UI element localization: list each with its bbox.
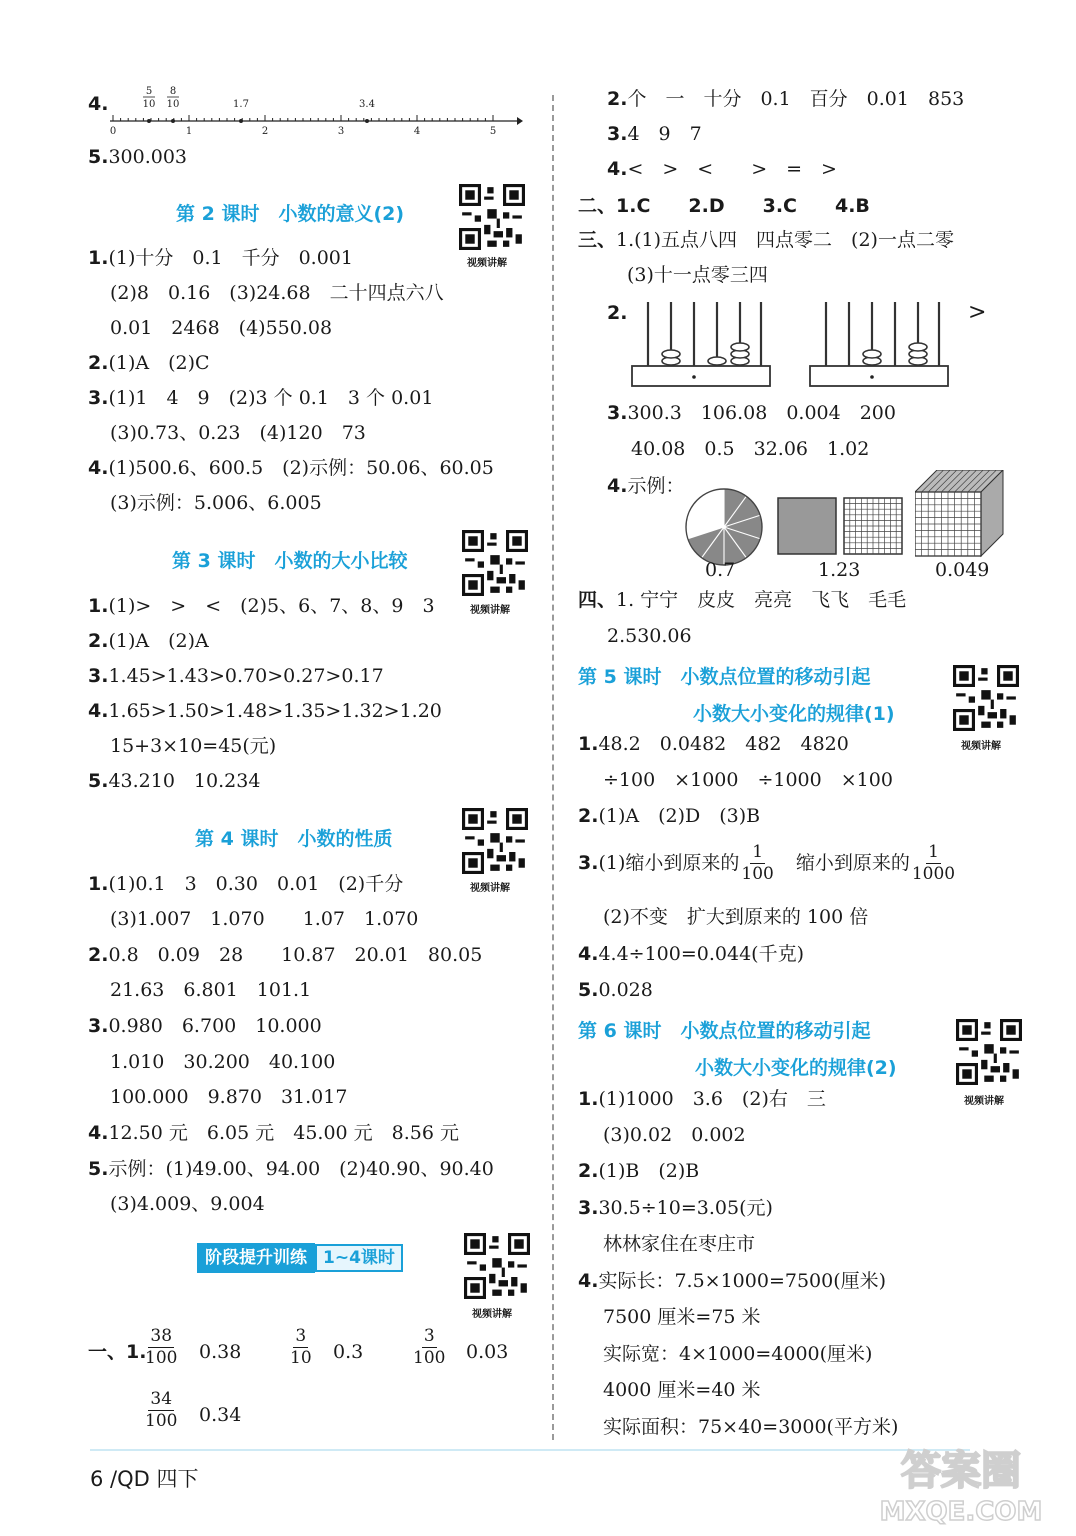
answer-line: 3.0.980 6.700 10.000 (88, 1015, 322, 1037)
point-3-4 (365, 119, 369, 123)
lesson-5-title: 第 5 课时 小数点位置的移动引起 (578, 666, 871, 688)
answer-line: ÷100 ×1000 ÷1000 ×100 (603, 769, 893, 791)
frac-den-2: 10 (166, 99, 180, 110)
shape-value: 1.23 (818, 559, 861, 581)
answer-line: 4.12.50 元 6.05 元 45.00 元 8.56 元 (88, 1122, 460, 1144)
decimal-answer: 0.03 (466, 1341, 509, 1363)
qr-caption: 视频讲解 (964, 1096, 1004, 1107)
label-1-7: 1.7 (233, 99, 249, 110)
answer-line: 2.(1)A (2)D (3)B (578, 805, 761, 827)
answer-line: 4.4.4÷100=0.044(千克) (578, 943, 804, 965)
answer-line: 1.(1)1000 3.6 (2)右 三 (578, 1088, 826, 1110)
answer-line: 2.个 一 十分 0.1 百分 0.01 853 (607, 88, 965, 110)
answer-line: 3.300.3 106.08 0.004 200 (607, 402, 896, 424)
footer-rule (90, 1449, 970, 1451)
unit-square (777, 497, 837, 555)
answer-line: 40.08 0.5 32.06 1.02 (631, 438, 870, 460)
answer-line: 0.01 2468 (4)550.08 (110, 317, 333, 339)
answer-line: 5.示例：(1)49.00、94.00 (2)40.90、90.40 (88, 1158, 494, 1180)
qr-code-icon[interactable] (462, 530, 528, 596)
answer-line: 2.530.06 (607, 625, 692, 647)
answer-line: 4.(1)500.6、600.5 (2)示例：50.06、60.05 (88, 457, 494, 479)
lesson-3-title: 第 3 课时 小数的大小比较 (172, 550, 408, 572)
watermark-logo (866, 1438, 1056, 1528)
answer-line: 实际宽：4×1000=4000(厘米) (603, 1343, 873, 1365)
answer-line: 4.实际长：7.5×1000=7500(厘米) (578, 1270, 887, 1292)
abacus-right (808, 298, 950, 390)
answer-line: 4000 厘米=40 米 (603, 1379, 761, 1401)
fraction-answer: $\frac{38}{100}$ (145, 1326, 178, 1368)
answer-line: (3)4.009、9.004 (110, 1193, 265, 1215)
number-line (105, 84, 525, 140)
answer-line: 4.< > < > = > (607, 158, 837, 180)
lesson-6-subtitle: 小数大小变化的规律(2) (695, 1057, 897, 1079)
answer-line: 三、1.(1)五点八四 四点零二 (2)一点二零 (578, 229, 954, 251)
answer-line: 4.1.65>1.50>1.48>1.35>1.32>1.20 (88, 700, 442, 722)
qr-code-icon[interactable] (953, 665, 1019, 731)
answer-line: (2)不变 扩大到原来的 100 倍 (603, 906, 869, 928)
answer-line: 21.63 6.801 101.1 (110, 979, 312, 1001)
answer-line-fractions: 3. (1)缩小到原来的 $\frac{1}{100}$ 缩小到原来的 $\frac{1}{1000}$ (578, 842, 956, 884)
answer-line: 7500 厘米=75 米 (603, 1306, 761, 1328)
number-line-tick-label: 2 (261, 126, 269, 137)
shape-value: 0.7 (705, 559, 736, 581)
abacus-label: 2. (607, 302, 628, 324)
answer-line: 二、1.C 2.D 3.C 4.B (578, 195, 870, 217)
q4-label: 4. (88, 93, 109, 115)
qr-code-icon[interactable] (464, 1233, 530, 1299)
answer-line: 1.(1)> > < (2)5、6、7、8、9 3 (88, 595, 435, 617)
frac-den-1: 10 (142, 99, 156, 110)
stage-q1-label: 一、1. (88, 1341, 147, 1363)
svg-text:MXQE.COM: MXQE.COM (879, 1497, 1043, 1527)
answer-line: (2)8 0.16 (3)24.68 二十四点六八 (110, 282, 444, 304)
answer-line: 2.(1)B (2)B (578, 1160, 700, 1182)
lesson-6-title: 第 6 课时 小数点位置的移动引起 (578, 1020, 871, 1042)
point-0-8 (171, 119, 175, 123)
answer-line: 1.(1)十分 0.1 千分 0.001 (88, 247, 353, 269)
answer-line: 5.43.210 10.234 (88, 770, 261, 792)
number-line-tick-label: 5 (489, 126, 497, 137)
decimal-answer: 0.3 (333, 1341, 364, 1363)
label-3-4: 3.4 (359, 99, 375, 110)
qr-caption: 视频讲解 (467, 258, 507, 269)
answer-line: 4.示例： (607, 475, 685, 497)
answer-line: 1.48.2 0.0482 482 4820 (578, 733, 849, 755)
hundredths-grid (843, 497, 903, 555)
answer-line: 1.010 30.200 40.100 (110, 1051, 336, 1073)
answer-line: (3)0.73、0.23 (4)120 73 (110, 422, 366, 444)
answer-line: 2.0.8 0.09 28 10.87 20.01 80.05 (88, 944, 483, 966)
abacus-compare: > (968, 300, 987, 325)
lesson-5-subtitle: 小数大小变化的规律(1) (693, 703, 895, 725)
answer-line: 3.30.5÷10=3.05(元) (578, 1197, 773, 1219)
number-line-tick-label: 0 (109, 126, 117, 137)
answer-line: 100.000 9.870 31.017 (110, 1086, 348, 1108)
fraction-answer: $\frac{34}{100}$ (145, 1389, 178, 1431)
decimal-answer: 0.38 (199, 1341, 242, 1363)
answer-line: (3)示例：5.006、6.005 (110, 492, 322, 514)
fraction-answer: $\frac{3}{100}$ (413, 1326, 446, 1368)
fraction-answer: $\frac{3}{10}$ (290, 1326, 312, 1368)
point-1-7 (239, 119, 243, 123)
abacus-left (630, 298, 772, 390)
answer-line: (3)1.007 1.070 1.07 1.070 (110, 908, 419, 930)
answer-line: 1.(1)0.1 3 0.30 0.01 (2)千分 (88, 873, 404, 895)
lesson-2-title: 第 2 课时 小数的意义(2) (176, 203, 405, 225)
svg-text:答案圈: 答案圈 (901, 1448, 1021, 1494)
qr-caption: 视频讲解 (472, 1309, 512, 1320)
answer-line: 2.(1)A (2)A (88, 630, 209, 652)
lesson-4-title: 第 4 课时 小数的性质 (195, 828, 393, 850)
qr-code-icon[interactable] (462, 808, 528, 874)
thousandths-cube (915, 470, 1005, 558)
number-line-tick-label: 3 (337, 126, 345, 137)
page-footer: 6 /QD 四下 (90, 1467, 199, 1491)
number-line-tick-label: 1 (185, 126, 193, 137)
answer-line: 实际面积：75×40=3000(平方米) (603, 1416, 899, 1438)
pie-circle-tenths (684, 487, 764, 567)
frac-num-2: 8 (169, 86, 177, 97)
qr-code-icon[interactable] (459, 184, 525, 250)
qr-caption: 视频讲解 (961, 741, 1001, 752)
decimal-answer: 0.34 (199, 1404, 242, 1426)
answer-line: 林林家住在枣庄市 (603, 1233, 756, 1255)
stage-training-badge: 阶段提升训练 1~4课时 (197, 1243, 403, 1273)
answer-line: (3)十一点零三四 (627, 264, 768, 286)
answer-line: 3.(1)1 4 9 (2)3 个 0.1 3 个 0.01 (88, 387, 434, 409)
answer-line: 四、1. 宁宁 皮皮 亮亮 飞飞 毛毛 (578, 589, 907, 611)
answer-line: (3)0.02 0.002 (603, 1124, 746, 1146)
number-line-tick-label: 4 (413, 126, 421, 137)
answer-line: 2.(1)A (2)C (88, 352, 210, 374)
answer-line: 5.0.028 (578, 979, 653, 1001)
q5-line: 5.300.003 (88, 146, 188, 168)
shape-value: 0.049 (935, 559, 990, 581)
answer-line: 15+3×10=45(元) (110, 735, 277, 757)
point-0-5 (147, 119, 151, 123)
qr-caption: 视频讲解 (470, 605, 510, 616)
column-divider (552, 95, 554, 1440)
qr-code-icon[interactable] (956, 1019, 1022, 1085)
answer-line: 3.4 9 7 (607, 123, 702, 145)
frac-num-1: 5 (145, 86, 153, 97)
qr-caption: 视频讲解 (470, 883, 510, 894)
answer-line: 3.1.45>1.43>0.70>0.27>0.17 (88, 665, 384, 687)
